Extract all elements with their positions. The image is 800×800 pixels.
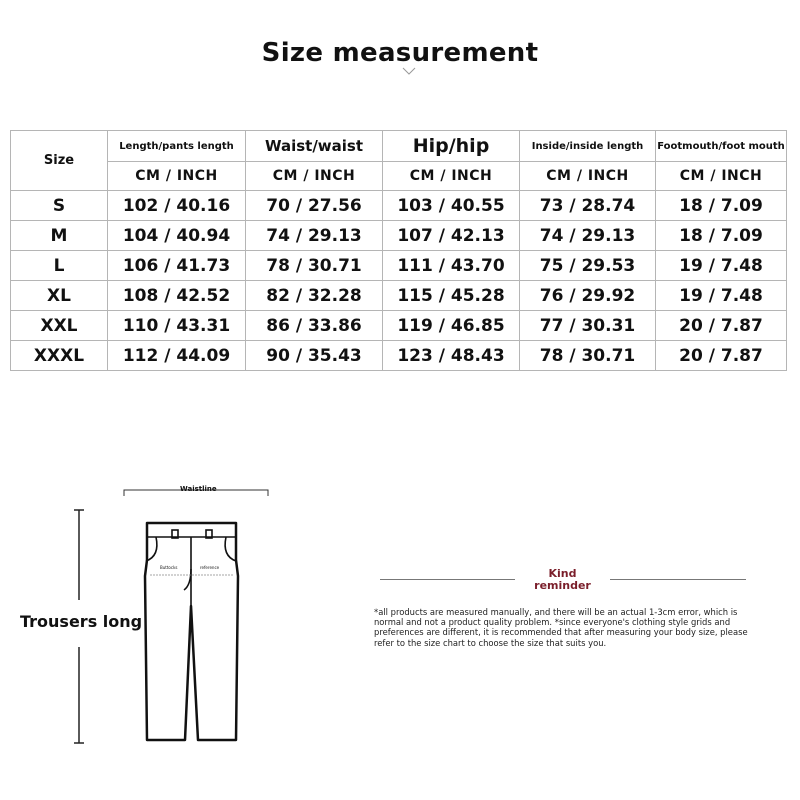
table-cell: 19 / 7.48 [656,251,787,281]
table-cell: 112 / 44.09 [108,341,246,371]
table-cell: 74 / 29.13 [520,221,656,251]
table-cell: 106 / 41.73 [108,251,246,281]
size-cell: XXXL [11,341,108,371]
table-cell: 104 / 40.94 [108,221,246,251]
table-cell: 115 / 45.28 [383,281,520,311]
size-cell: L [11,251,108,281]
table-cell: 110 / 43.31 [108,311,246,341]
table-cell: 73 / 28.74 [520,191,656,221]
header-size: Size [11,131,108,191]
table-cell: 78 / 30.71 [246,251,383,281]
divider [610,579,746,580]
header-waist: Waist/waist [246,131,383,162]
table-cell: 20 / 7.87 [656,341,787,371]
table-row [11,251,787,281]
size-cell: XL [11,281,108,311]
table-cell: 107 / 42.13 [383,221,520,251]
table-cell: 90 / 35.43 [246,341,383,371]
divider [380,579,515,580]
table-cell: 18 / 7.09 [656,221,787,251]
trousers-long-label: Trousers long [20,612,143,631]
table-cell: 19 / 7.48 [656,281,787,311]
table-cell: 86 / 33.86 [246,311,383,341]
table-row [11,311,787,341]
table-row [11,221,787,251]
table-cell: 82 / 32.28 [246,281,383,311]
table-cell: 75 / 29.53 [520,251,656,281]
size-cell: M [11,221,108,251]
table-cell: 102 / 40.16 [108,191,246,221]
table-cell: 103 / 40.55 [383,191,520,221]
table-cell: 74 / 29.13 [246,221,383,251]
pocket-right-label: reference [200,565,220,570]
table-cell: 108 / 42.52 [108,281,246,311]
table-row [11,281,787,311]
table-cell: 78 / 30.71 [520,341,656,371]
unit-cell: CM / INCH [520,162,656,191]
header-inside: Inside/inside length [520,131,656,162]
table-cell: 123 / 48.43 [383,341,520,371]
unit-cell: CM / INCH [383,162,520,191]
page-title: Size measurement [261,38,539,68]
size-cell: XXL [11,311,108,341]
size-table [10,130,787,371]
table-cell: 70 / 27.56 [246,191,383,221]
unit-cell: CM / INCH [246,162,383,191]
unit-cell: CM / INCH [656,162,787,191]
chevron-down-icon [402,66,416,76]
table-cell: 111 / 43.70 [383,251,520,281]
unit-cell: CM / INCH [108,162,246,191]
table-cell: 77 / 30.31 [520,311,656,341]
table-row [11,341,787,371]
header-hip: Hip/hip [383,131,520,162]
table-cell: 119 / 46.85 [383,311,520,341]
waistline-label: Waistline [180,485,217,493]
size-cell: S [11,191,108,221]
reminder-title-line2: reminder [534,579,591,592]
table-cell: 20 / 7.87 [656,311,787,341]
header-footmouth: Footmouth/foot mouth [656,131,787,162]
reminder-text: *all products are measured manually, and there will be an actual 1-3cm error, which is normal and not a product quality problem. *since everyone's clothing style grids and preferences are different, it is recommended that after measuring your body size, please refer to the size chart to choose the size that suits you. [374,607,748,648]
pocket-left-label: Buttocks [160,565,178,570]
reminder-title [520,568,605,592]
table-cell: 76 / 29.92 [520,281,656,311]
table-row [11,191,787,221]
table-cell: 18 / 7.09 [656,191,787,221]
reminder-title-line1: Kind [548,567,577,580]
header-length: Length/pants length [108,131,246,162]
